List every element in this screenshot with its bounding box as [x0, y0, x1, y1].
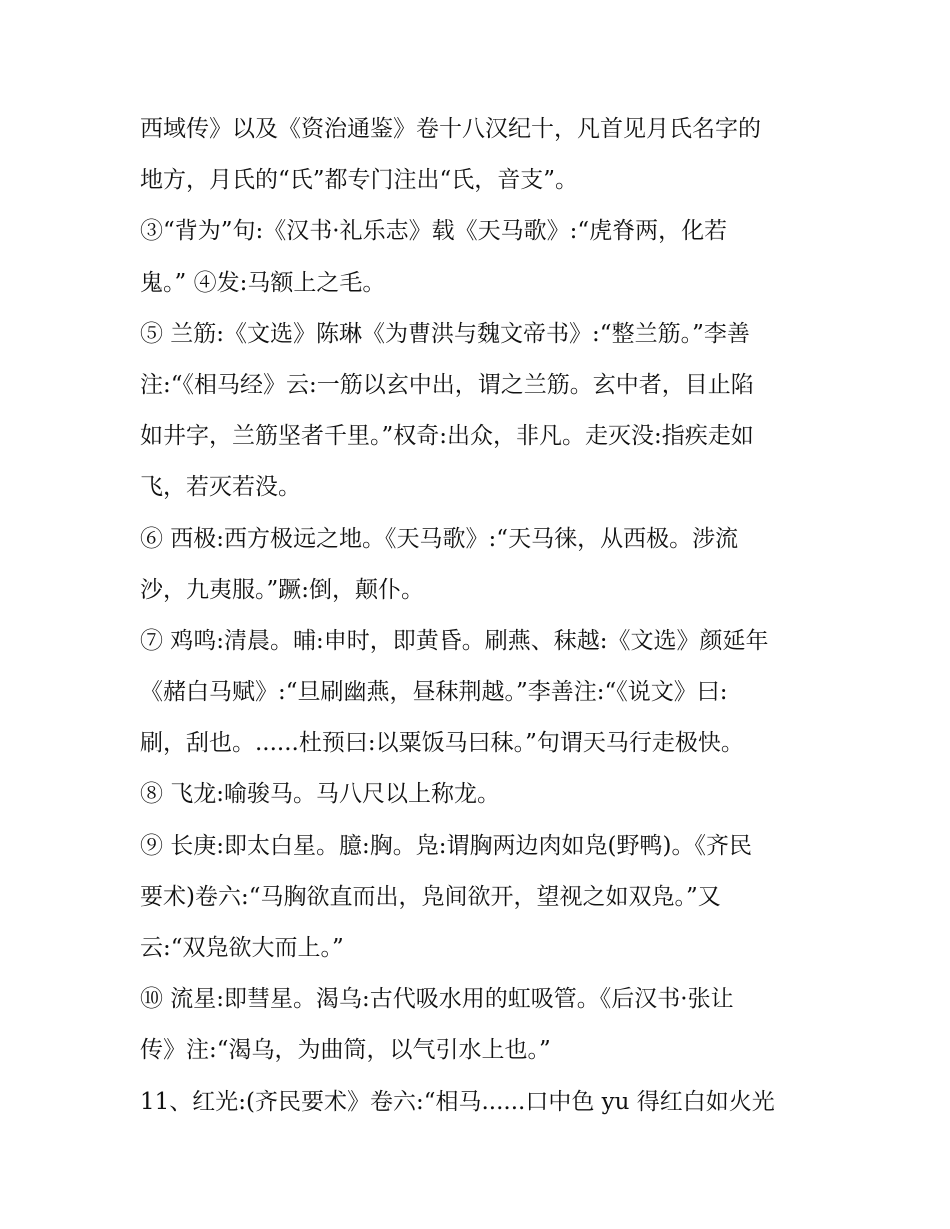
text-line: 传》注:“渴乌，为曲筒，以气引水上也。” — [140, 1037, 551, 1064]
text-line: 云:“双凫欲大而上。” — [140, 935, 344, 961]
text-line: 要术)卷六:“马胸欲直而出，凫间欲开，望视之如双凫。”又 — [140, 883, 721, 910]
text-line: ⑥ 西极:西方极远之地。《天马歌》:“天马徕，从西极。涉流 — [140, 525, 739, 552]
text-line: 鬼。” ④发:马额上之毛。 — [140, 269, 386, 296]
text-line: 西域传》以及《资治通鉴》卷十八汉纪十，凡首见月氏名字的 — [140, 116, 761, 142]
annotation-text-block — [140, 104, 830, 1128]
text-line: ⑨ 长庚:即太白星。臆:胸。凫:谓胸两边肉如凫(野鸭)。《齐民 — [140, 832, 753, 859]
text-line: 11、红光:(齐民要术》卷六:“相马......口中色 yu 得红白如火光 — [140, 1088, 775, 1115]
text-line: 沙，九夷服。”蹶:倒，颠仆。 — [140, 576, 425, 603]
text-line: ③“背为”句:《汉书·礼乐志》载《天马歌》:“虎脊两，化若 — [140, 218, 728, 245]
text-line: 《赭白马赋》:“旦刷幽燕，昼秣荆越。”李善注:“《说文》曰: — [140, 679, 728, 706]
text-line: 如井字，兰筋坚者千里。”权奇:出众，非凡。走灭没:指疾走如 — [140, 423, 754, 450]
text-line: 刷，刮也。......杜预曰:以粟饭马曰秣。”句谓天马行走极快。 — [140, 730, 744, 757]
text-line: ⑦ 鸡鸣:清晨。晡:申时，即黄昏。刷燕、秣越:《文选》颜延年 — [140, 627, 769, 654]
text-line: 地方，月氏的“氏”都专门注出“氏，音支”。 — [140, 167, 579, 194]
text-line: ⑩ 流星:即彗星。渴乌:古代吸水用的虹吸管。《后汉书·张让 — [140, 986, 734, 1013]
text-line: ⑤ 兰筋:《文选》陈琳《为曹洪与魏文帝书》:“整兰筋。”李善 — [140, 320, 750, 347]
text-line: ⑧ 飞龙:喻骏马。马八尺以上称龙。 — [140, 781, 501, 808]
text-line: 飞，若灭若没。 — [140, 474, 301, 501]
text-line: 注:“《相马经》云:一筋以玄中出，谓之兰筋。玄中者，目止陷 — [140, 371, 754, 398]
